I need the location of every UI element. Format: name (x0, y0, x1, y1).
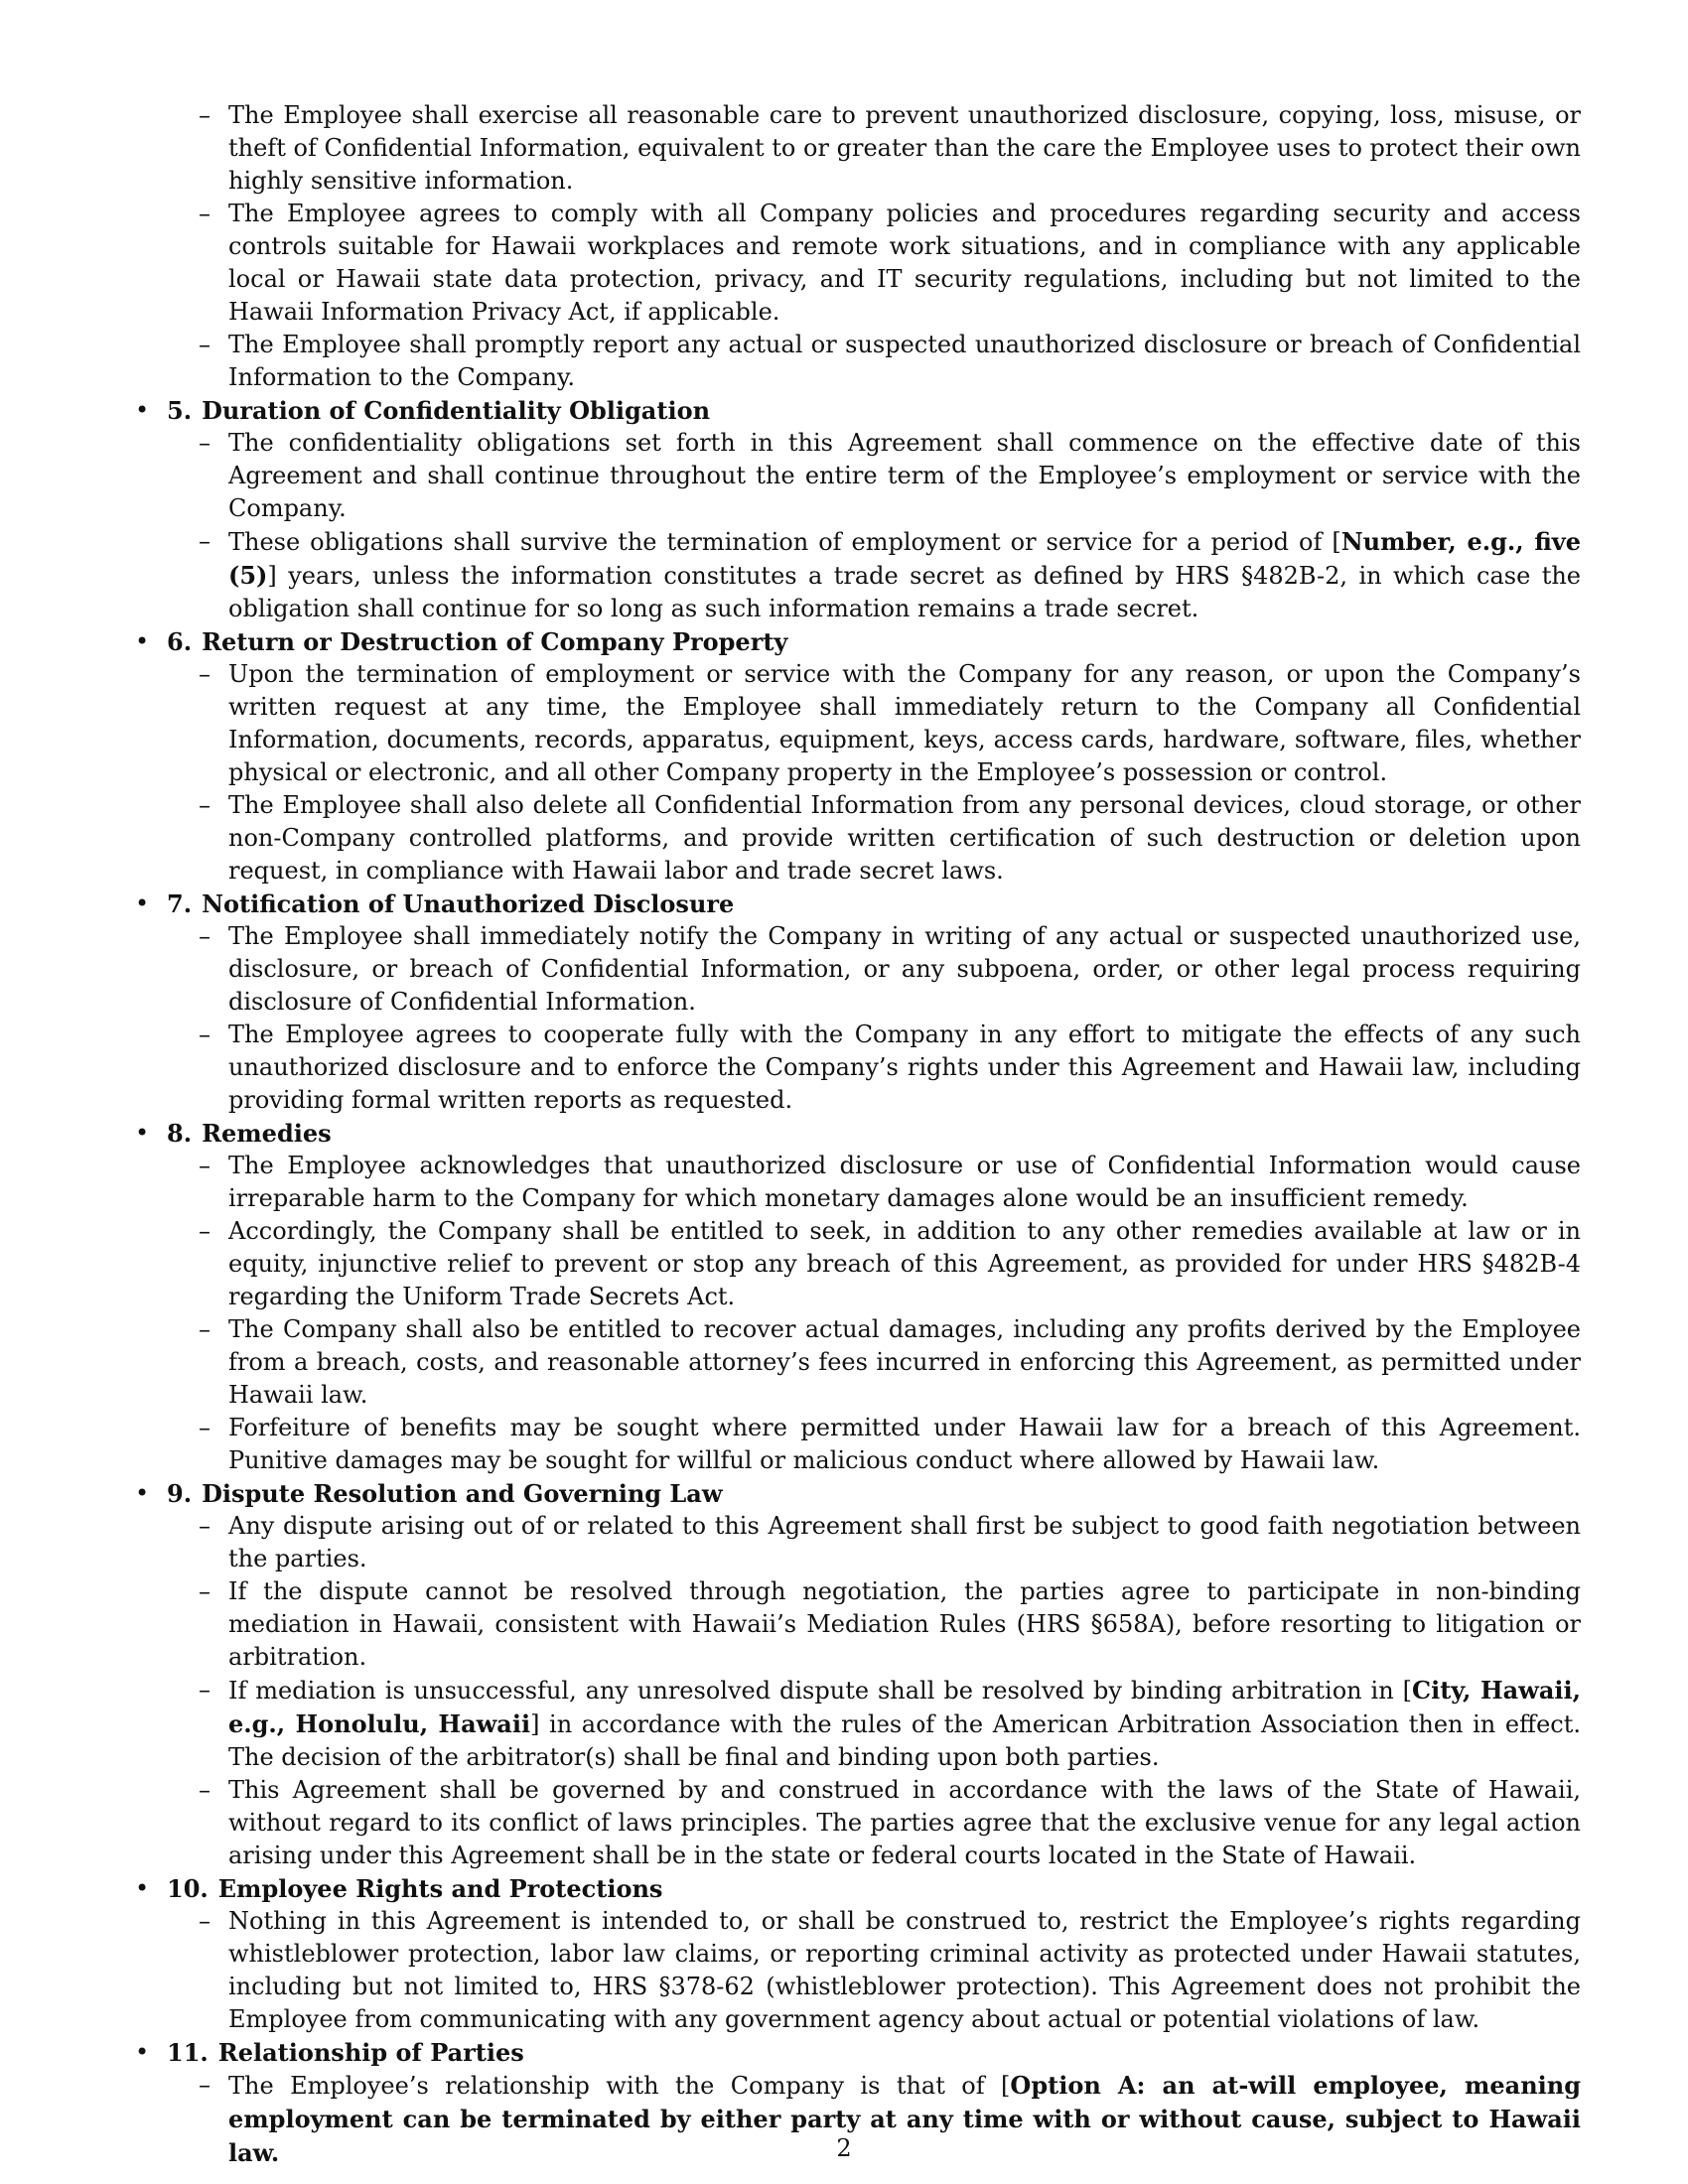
dash-marker: – (199, 1577, 211, 1605)
item-text: The Employee shall immediately notify the Company in writing of any actual or suspected unauthorized use, disclosure, or breach of Confidential Information, or any subpoena, order, or other legal process requiring disclosure of Confidential Information. (228, 922, 1581, 1016)
placeholder-field: Option A: an at-will employee, meaning employment can be terminated by either party at any time with or without cause, subject to Hawaii law. (228, 2071, 1581, 2167)
section-heading (135, 1477, 1581, 1510)
section-title: Employee Rights and Protections (217, 1874, 663, 1903)
section-heading (135, 1872, 1581, 1905)
item-text: The Employee acknowledges that unauthorized disclosure or use of Confidential Information would cause irreparable harm to the Company for which monetary damages alone would be an insufficient remedy. (228, 1152, 1581, 1212)
section-heading (135, 887, 1581, 920)
dash-marker: – (199, 1512, 211, 1540)
item-text: ] in accordance with the rules of the American Arbitration Association then in effect. The decision of the arbitrator(s) shall be final and binding upon both parties. (228, 1710, 1581, 1771)
section-item (135, 1905, 1581, 2036)
section-item (135, 1575, 1581, 1674)
section-list (135, 394, 1581, 2170)
item-text: These obligations shall survive the termination of employment or service for a period of [ (228, 528, 1341, 556)
section-number: 8. (167, 1119, 193, 1148)
bullet-marker: • (135, 1119, 150, 1147)
section-item (135, 1215, 1581, 1313)
dash-marker: – (199, 660, 211, 688)
section-item (135, 1674, 1581, 1774)
section-number: 10. (167, 1874, 209, 1903)
section-number: 9. (167, 1479, 193, 1508)
section-item (135, 658, 1581, 789)
bullet-marker: • (135, 627, 150, 655)
dash-marker: – (199, 1021, 211, 1048)
section-number: 7. (167, 889, 193, 918)
item-text: The Company shall also be entitled to recover actual damages, including any profits derived by the Employee from a breach, costs, and reasonable attorney’s fees incurred in enforcing this Agreement, as permitted under Hawaii law. (228, 1315, 1581, 1409)
section-number: 11. (167, 2038, 209, 2067)
dash-marker: – (199, 331, 211, 358)
section-item (135, 789, 1581, 887)
section (135, 1872, 1581, 2036)
item-text: If mediation is unsuccessful, any unresolved dispute shall be resolved by binding arbitration in [ (228, 1677, 1412, 1705)
continued-item-list (135, 99, 1581, 394)
section-item (135, 1313, 1581, 1412)
section (135, 394, 1581, 625)
section (135, 1477, 1581, 1872)
section-item (135, 1019, 1581, 1117)
item-text: The Employee agrees to cooperate fully with the Company in any effort to mitigate the effects of any such unauthorized disclosure and to enforce the Company’s rights under this Agreement and Hawaii law, including providing formal written reports as requested. (228, 1021, 1581, 1114)
section-heading (135, 394, 1581, 427)
section-item (135, 1510, 1581, 1575)
section-number: 6. (167, 627, 193, 656)
bullet-marker: • (135, 1479, 150, 1507)
section-heading (135, 1117, 1581, 1150)
continued-item (135, 99, 1581, 198)
dash-marker: – (199, 2071, 211, 2099)
dash-marker: – (199, 1907, 211, 1935)
section-number: 5. (167, 396, 193, 425)
dash-marker: – (199, 1776, 211, 1804)
item-text: The Employee shall exercise all reasonable care to prevent unauthorized disclosure, copying, loss, misuse, or theft of Confidential Information, equivalent to or greater than the care the Employee uses to protect their own highly sensitive information. (228, 101, 1581, 195)
continued-item (135, 329, 1581, 394)
page-number: 2 (836, 2134, 852, 2162)
dash-marker: – (199, 1217, 211, 1245)
section-item (135, 1412, 1581, 1477)
section-title: Return or Destruction of Company Property (202, 627, 788, 656)
dash-marker: – (199, 1315, 211, 1343)
dash-marker: – (199, 922, 211, 950)
section-item (135, 1150, 1581, 1215)
dash-marker: – (199, 1676, 211, 1704)
placeholder-field: Number, e.g., five (5) (228, 527, 1581, 590)
item-text: The Employee shall promptly report any actual or suspected unauthorized disclosure or breach of Confidential Information to the Company. (228, 331, 1581, 391)
section-title: Dispute Resolution and Governing Law (202, 1479, 723, 1508)
section-item (135, 1774, 1581, 1872)
section-item (135, 427, 1581, 525)
item-text: This Agreement shall be governed by and construed in accordance with the laws of the State of Hawaii, without regard to its conflict of laws principles. The parties agree that the exclusive venue for any legal action arising under this Agreement shall be in the state or federal courts located in the State of Hawaii. (228, 1776, 1581, 1869)
section (135, 887, 1581, 1117)
section-item (135, 920, 1581, 1019)
placeholder-field: City, Hawaii, e.g., Honolulu, Hawaii (228, 1676, 1581, 1738)
item-text: Accordingly, the Company shall be entitled to seek, in addition to any other remedies available at law or in equity, injunctive relief to prevent or stop any breach of this Agreement, as provided for under HRS §482B-4 regarding the Uniform Trade Secrets Act. (228, 1217, 1581, 1310)
item-text: Any dispute arising out of or related to this Agreement shall first be subject to good faith negotiation between the parties. (228, 1512, 1581, 1572)
section-heading (135, 625, 1581, 658)
item-text: The confidentiality obligations set forth in this Agreement shall commence on the effective date of this Agreement and shall continue throughout the entire term of the Employee’s employment or service with the Company. (228, 429, 1581, 522)
item-text: Upon the termination of employment or service with the Company for any reason, or upon the Company’s written request at any time, the Employee shall immediately return to the Company all Confidential Information, documents, records, apparatus, equipment, keys, access cards, hardware, software, files, whether physical or electronic, and all other Company property in the Employee’s possession or control. (228, 660, 1581, 786)
section-heading (135, 2036, 1581, 2069)
item-text: Forfeiture of benefits may be sought where permitted under Hawaii law for a breach of this Agreement. Punitive damages may be sought for willful or malicious conduct where allowed by Hawaii law. (228, 1414, 1581, 1474)
dash-marker: – (199, 429, 211, 457)
dash-marker: – (199, 1152, 211, 1179)
section (135, 1117, 1581, 1477)
dash-marker: – (199, 527, 211, 555)
item-text: ] years, unless the information constitutes a trade secret as defined by HRS §482B-2, in which case the obligation shall continue for so long as such information remains a trade secret. (228, 562, 1581, 622)
item-text: If the dispute cannot be resolved through negotiation, the parties agree to participate in non-binding mediation in Hawaii, consistent with Hawaii’s Mediation Rules (HRS §658A), before resorting to litigation or arbitration. (228, 1577, 1581, 1671)
section (135, 625, 1581, 887)
bullet-marker: • (135, 396, 150, 424)
dash-marker: – (199, 1414, 211, 1441)
item-text: The Employee’s relationship with the Company is that of [ (228, 2072, 1011, 2100)
item-text: The Employee shall also delete all Confidential Information from any personal devices, cloud storage, or other non-Company controlled platforms, and provide written certification of such destruction or deletion upon request, in compliance with Hawaii labor and trade secret laws. (228, 791, 1581, 885)
item-text: The Employee agrees to comply with all Company policies and procedures regarding security and access controls suitable for Hawaii workplaces and remote work situations, and in compliance with any applicable local or Hawaii state data protection, privacy, and IT security regulations, including but not limited to the Hawaii Information Privacy Act, if applicable. (228, 200, 1581, 326)
dash-marker: – (199, 791, 211, 819)
bullet-marker: • (135, 2038, 150, 2066)
document-body (135, 99, 1581, 2170)
bullet-marker: • (135, 1874, 150, 1902)
dash-marker: – (199, 200, 211, 227)
bullet-marker: • (135, 889, 150, 917)
section-title: Remedies (202, 1119, 332, 1148)
section-title: Duration of Confidentiality Obligation (202, 396, 711, 425)
continued-item (135, 198, 1581, 329)
section-title: Relationship of Parties (217, 2038, 524, 2067)
item-text: Nothing in this Agreement is intended to, or shall be construed to, restrict the Employee’s rights regarding whistleblower protection, labor law claims, or reporting criminal activity as protected under Hawaii statutes, including but not limited to, HRS §378-62 (whistleblower protection). This Agreement does not prohibit the Employee from communicating with any government agency about actual or potential violations of law. (228, 1907, 1581, 2033)
section-item (135, 525, 1581, 625)
dash-marker: – (199, 101, 211, 129)
section-title: Notification of Unauthorized Disclosure (202, 889, 735, 918)
